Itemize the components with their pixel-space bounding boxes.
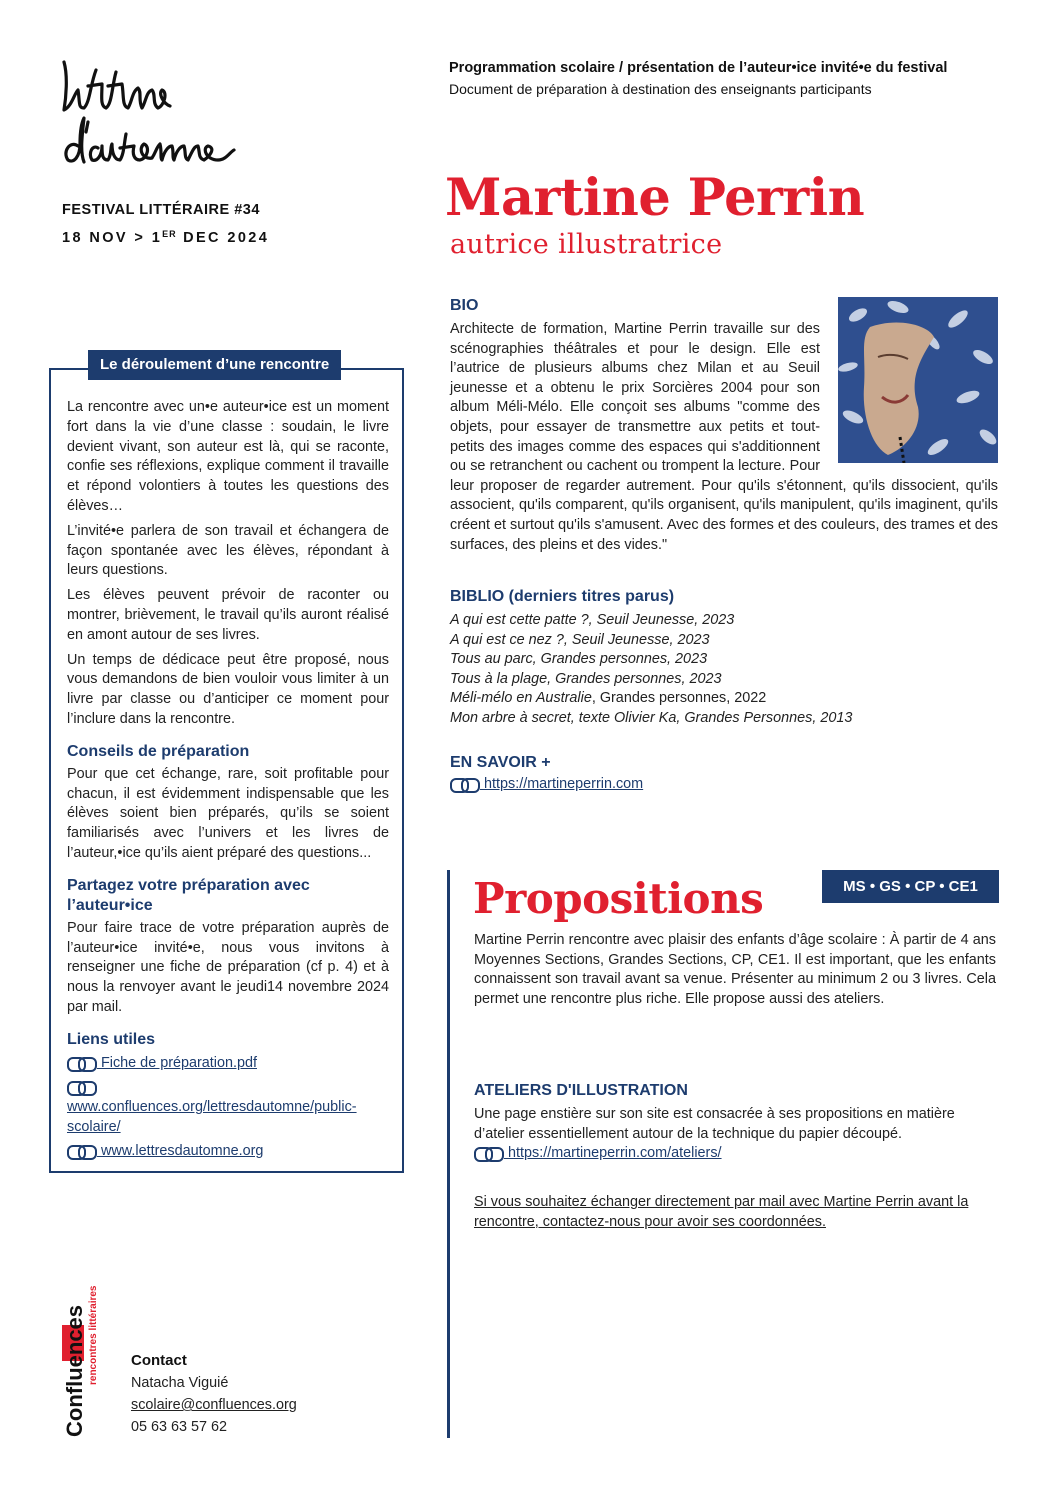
dates-suffix: DEC 2024 [176,230,270,246]
rencontre-paragraph: L’invité•e parlera de son travail et échangera de façon spontanée avec les élèves, répondant à leurs questions. [67,522,389,579]
rencontre-paragraph: La rencontre avec un•e auteur•ice est un moment fort dans la vie d’une classe : soudain, le livre devient vivant, son auteur est là, qui se raconte, confie ses réflexions, explique comment il travaille et répond volontiers à toutes les questions des élèves… [67,399,389,514]
propositions-bar [447,870,450,1438]
rencontre-tab: Le déroulement d’une rencontre [88,350,341,380]
contact-phone: 05 63 63 57 62 [131,1419,228,1435]
author-photo [838,297,998,463]
lettres-dautomne-logo [58,56,273,186]
link-fiche-preparation[interactable] [67,1053,389,1073]
document-header [449,58,1009,100]
author-role: autrice illustratrice [450,229,723,260]
biblio-item-title: A qui est cette patte ?, Seuil Jeunesse, 2023 [450,612,735,628]
author-name: Martine Perrin [445,168,865,228]
link-fiche-label: Fiche de préparation.pdf [97,1054,257,1071]
author-photo-svg [838,297,998,463]
rencontre-paragraph: Un temps de dédicace peut être proposé, nous vous demandons de bien vouloir vous limiter à un livre par classe ou d’anticiper ce moment pour l’inclure dans la rencontre. [67,651,389,727]
levels-badge: MS • GS • CP • CE1 [822,870,999,903]
liens-title: Liens utiles [67,1030,156,1048]
biblio-item [450,670,1010,690]
partagez-title: Partagez votre préparation avec l’auteur•ice [67,876,310,914]
biblio-item-title: Tous au parc, Grandes personnes, 2023 [450,651,708,668]
biblio-item [450,611,1010,631]
biblio-item-title: A qui est ce nez ?, Seuil Jeunesse, 2023 [450,631,710,648]
biblio-item [450,709,1010,729]
ateliers-title: ATELIERS D'ILLUSTRATION [474,1082,688,1099]
savoir-title: EN SAVOIR + [450,754,551,771]
biblio-item [450,631,1010,651]
logo-main-text: Confluences [62,1304,87,1437]
link-lettresdautomne[interactable] [67,1141,389,1161]
confluences-logo-svg [60,1255,102,1440]
biblio-item-title: Tous à la plage, Grandes personnes, 2023 [450,670,722,687]
conseils-text: Pour que cet échange, rare, soit profitable pour chacun, il est évidemment indispensable que les élèves soient bien préparés, qu’ils se soient familiarisés avec l’univers et les livres de l’auteur,•ice qu’ils aient préparé des questions... [67,765,389,861]
link-icon [67,1057,95,1068]
festival-info [62,198,269,250]
link-martineperrin-label: https://martineperrin.com [480,776,644,792]
link-confluences-scolaire[interactable] [67,1077,389,1137]
document-line: Document de préparation à destination des enseignants participants [449,81,872,97]
contact-email[interactable]: scolaire@confluences.org [131,1397,297,1413]
bio-title: BIO [450,297,479,314]
logo-sub-text: rencontres littéraires [88,1285,99,1385]
confluences-logo [60,1255,102,1440]
propositions-title: Propositions [473,874,764,923]
ateliers-text: Une page enstière sur son site est consacrée à ses propositions en matière d’atelier essentiellement autour de la technique du papier découpé. [474,1106,955,1142]
dates-prefix: 18 NOV > 1 [62,230,163,246]
propositions-text: Martine Perrin rencontre avec plaisir des enfants d’âge scolaire : À partir de 4 ans Moyennes Sections, Grandes Sections, CP, CE1. Il est important, que les enfants connaissent son travail avant sa venue. Présenter au minimum 2 ou 3 livres. Cela permet une rencontre plus riche. Elle propose aussi des ateliers. [474,932,996,1007]
biblio-item-publisher: , Grandes personnes, 2022 [591,690,767,707]
bio-text: Architecte de formation, Martine Perrin travaille sur des scénographies théâtrales et pour le design. Elle est l’autrice de plusieurs albums chez Milan et au Seuil jeunesse et a obtenu le prix Sorcières 2004 pour son album Méli-Mélo. Elle conçoit ses albums "comme des objets, pour essayer de transmettre aux petits et tout-petits des images comme des espaces qui s'additionnent ou se retranchent ou cachent ou trompent la lecture. Pour leur proposer de regarder autrement. Pour qu'ils s'étonnent, qu'ils dissocient, qu'ils associent, qu'ils comparent, qu'ils organisent, qu'ils manipulent, qu'ils imaginent, qu'ils créent et surtout qu'ils s'amusent. Avec des formes et des couleurs, des trames et des surfaces, des pleins et des vides." [450,321,998,553]
biblio-item [450,650,1010,670]
biblio-item [450,689,1010,709]
link-icon [474,1147,502,1158]
logo-script-svg [58,56,273,186]
link-martineperrin[interactable] [450,774,643,794]
rencontre-paragraph: Les élèves peuvent prévoir de raconter ou montrer, brièvement, le travail qu’ils auront réalisé en amont autour de ses livres. [67,587,389,643]
festival-edition: FESTIVAL LITTÉRAIRE #34 [62,202,260,218]
link-icon [67,1145,95,1156]
contact-name: Natacha Viguié [131,1375,229,1391]
rencontre-content [67,398,389,1165]
biblio-item-title: Mon arbre à secret, texte Olivier Ka, Grandes Personnes, 2013 [450,709,853,726]
partagez-text: Pour faire trace de votre préparation auprès de l’auteur•ice invité•e, nous vous invitons à renseigner une fiche de préparation (cf p. 4) et à nous la renvoyer avant le jeudi14 novembre 2024 par mail. [67,919,389,1015]
contact-title: Contact [131,1352,187,1369]
biblio-list [450,611,1010,729]
dates-sup: ER [162,229,177,239]
link-confluences-label: www.confluences.org/lettresdautomne/public-scolaire/ [67,1098,357,1135]
link-icon [450,778,478,789]
contact-note: Si vous souhaitez échanger directement par mail avec Martine Perrin avant la rencontre, contactez-nous pour avoir ses coordonnées. [474,1194,969,1230]
festival-dates [62,222,269,250]
link-ateliers-label: https://martineperrin.com/ateliers/ [504,1145,722,1161]
link-icon [67,1081,95,1092]
conseils-title: Conseils de préparation [67,742,250,760]
biblio-title: BIBLIO (derniers titres parus) [450,588,675,605]
biblio-item-title: Méli-mélo en Australie [450,690,592,707]
programme-line: Programmation scolaire / présentation de l’auteur•ice invité•e du festival [449,60,948,76]
link-lettres-label: www.lettresdautomne.org [97,1142,264,1159]
link-ateliers[interactable] [474,1143,722,1163]
bio-section [450,320,998,555]
contact-block [131,1350,297,1438]
